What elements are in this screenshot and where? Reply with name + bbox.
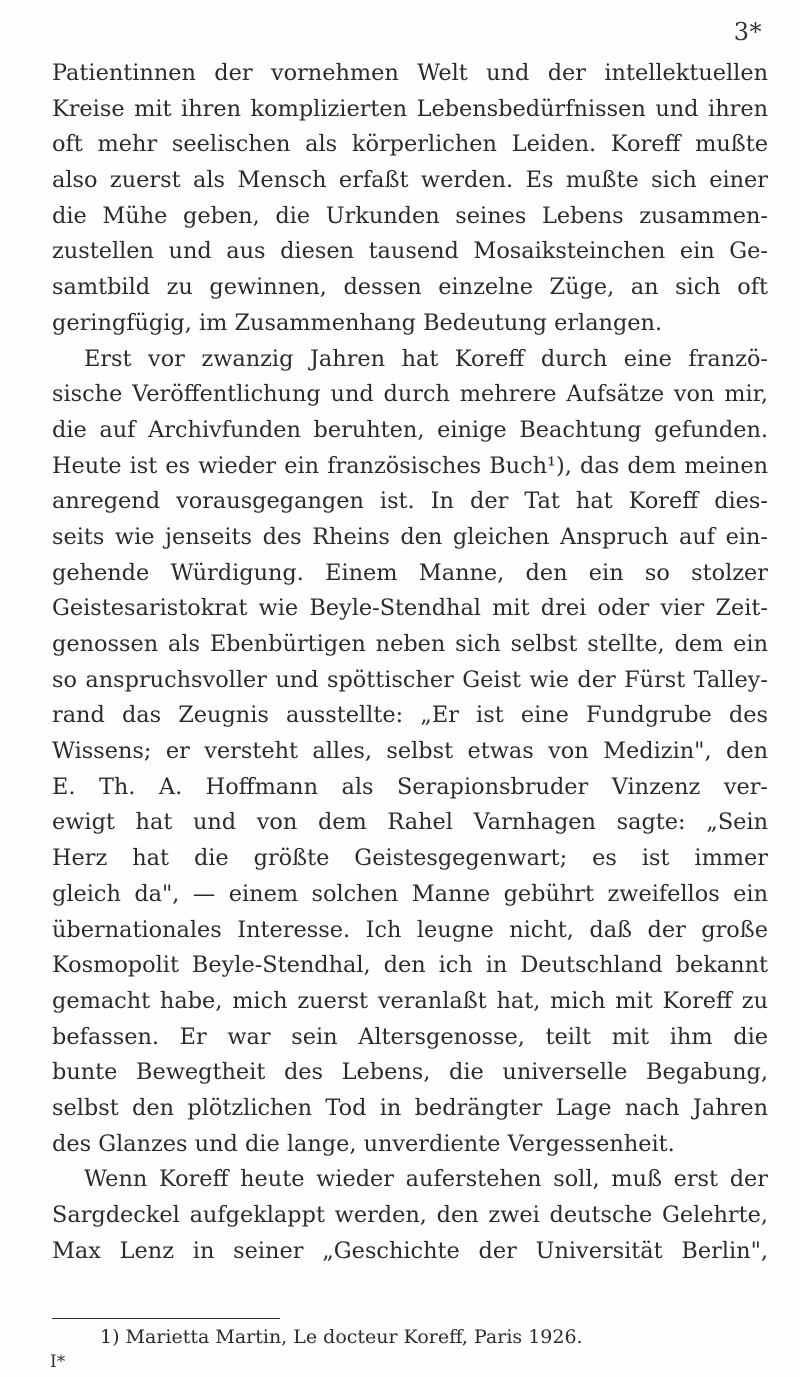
text-line: Wenn Koreff heute wieder auferstehen soll, muß erst der xyxy=(84,1166,768,1193)
footnote: 1) Marietta Martin, Le docteur Koreff, Paris 1926. xyxy=(100,1326,583,1348)
page-number: 3* xyxy=(733,18,762,46)
text-line: ewigt hat und von dem Rahel Varnhagen sagte: „Sein xyxy=(52,809,768,836)
printer-signature-mark: I* xyxy=(50,1352,66,1372)
text-line: also zuerst als Mensch erfaßt werden. Es mußte sich einer xyxy=(52,167,768,194)
text-line: seits wie jenseits des Rheins den gleichen Anspruch auf ein- xyxy=(52,523,768,550)
text-line: übernationales Interesse. Ich leugne nicht, daß der große xyxy=(52,916,768,943)
text-line: Patientinnen der vornehmen Welt und der intellektuellen xyxy=(52,60,768,86)
text-line: befassen. Er war sein Altersgenosse, teilt mit ihm die xyxy=(52,1023,768,1050)
text-line: Max Lenz in seiner „Geschichte der Universität Berlin", xyxy=(52,1237,768,1264)
text-line: gehende Würdigung. Einem Manne, den ein so stolzer xyxy=(52,559,768,586)
text-line: Heute ist es wieder ein französisches Buch¹), das dem meinen xyxy=(52,452,768,479)
text-line: sische Veröffentlichung und durch mehrere Aufsätze von mir, xyxy=(52,381,768,408)
text-line: genossen als Ebenbürtigen neben sich selbst stellte, dem ein xyxy=(52,631,768,657)
text-line: rand das Zeugnis ausstellte: „Er ist eine Fundgrube des xyxy=(52,702,768,729)
text-line: Erst vor zwanzig Jahren hat Koreff durch eine franzö- xyxy=(84,345,768,372)
text-line: Herz hat die größte Geistesgegenwart; es ist immer xyxy=(52,845,768,872)
text-line: die Mühe geben, die Urkunden seines Lebens zusammen- xyxy=(52,202,768,229)
text-line: so anspruchsvoller und spöttischer Geist wie der Fürst Talley- xyxy=(52,666,768,693)
text-line: die auf Archivfunden beruhten, einige Beachtung gefunden. xyxy=(52,416,768,443)
text-line: des Glanzes und die lange, unverdiente Vergessenheit. xyxy=(52,1130,675,1157)
text-line: anregend vorausgegangen ist. In der Tat hat Koreff dies- xyxy=(52,488,768,515)
text-line: oft mehr seelischen als körperlichen Leiden. Koreff mußte xyxy=(52,131,768,158)
text-line: Kreise mit ihren komplizierten Lebensbedürfnissen und ihren xyxy=(52,95,768,122)
text-line: selbst den plötzlichen Tod in bedrängter Lage nach Jahren xyxy=(52,1094,768,1121)
text-line: Sargdeckel aufgeklappt werden, den zwei deutsche Gelehrte, xyxy=(52,1202,768,1228)
text-line: Kosmopolit Beyle-Stendhal, den ich in Deutschland bekannt xyxy=(52,952,768,979)
text-line: zustellen und aus diesen tausend Mosaiksteinchen ein Ge- xyxy=(52,238,768,265)
text-line: samtbild zu gewinnen, dessen einzelne Züge, an sich oft xyxy=(52,274,768,301)
text-line: gemacht habe, mich zuerst veranlaßt hat, mich mit Koreff zu xyxy=(52,987,768,1014)
text-line: bunte Bewegtheit des Lebens, die universelle Begabung, xyxy=(52,1059,768,1086)
text-line: geringfügig, im Zusammenhang Bedeutung erlangen. xyxy=(52,309,663,336)
text-line: Geistesaristokrat wie Beyle-Stendhal mit drei oder vier Zeit- xyxy=(52,595,768,622)
text-line: E. Th. A. Hoffmann als Serapionsbruder Vinzenz ver- xyxy=(52,773,768,800)
text-line: Wissens; er versteht alles, selbst etwas von Medizin", den xyxy=(52,738,768,765)
body-text xyxy=(52,56,768,1269)
text-line: gleich da", — einem solchen Manne gebührt zweifellos ein xyxy=(52,880,768,907)
footnote-divider xyxy=(52,1318,280,1319)
